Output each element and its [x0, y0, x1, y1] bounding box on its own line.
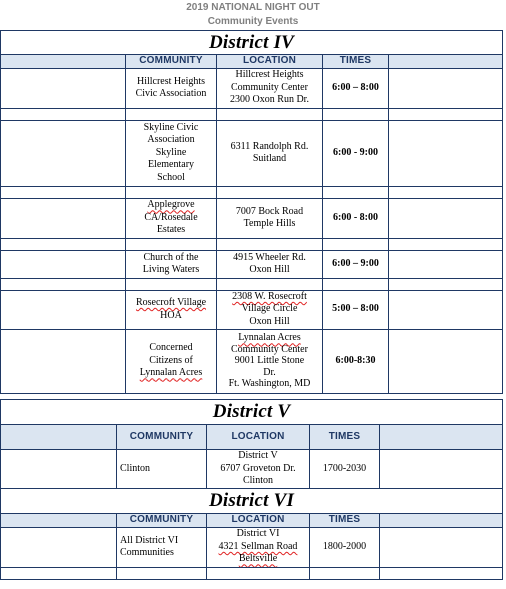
text-line: Lynnalan Acres: [238, 332, 301, 344]
time-cell: 6:00 – 8:00: [323, 68, 389, 108]
column-header-times: TIMES: [310, 425, 380, 450]
community-cell: [126, 120, 217, 186]
text-line: Estates: [156, 224, 186, 236]
table-row: [1, 250, 503, 278]
text-line: Community Center: [231, 81, 308, 93]
text-line: 9001 Little Stone: [234, 355, 305, 367]
time-cell: 1800-2000: [310, 527, 380, 567]
location-cell: [217, 290, 323, 329]
table-row: [1, 68, 503, 108]
text-line: Hillcrest Heights: [235, 69, 304, 81]
column-header-community: COMMUNITY: [117, 514, 207, 528]
district-iv-table: [0, 30, 503, 394]
time-cell: 1700-2030: [310, 450, 380, 489]
time-cell: 6:00 - 9:00: [323, 120, 389, 186]
spacer-cell: [389, 120, 503, 186]
spacer-cell: [1, 527, 117, 567]
spacer-cell: [389, 198, 503, 238]
text-line: 2300 Oxon Run Dr.: [230, 94, 309, 106]
document-title: 2019 NATIONAL NIGHT OUT: [186, 2, 320, 13]
text-line: Association: [147, 134, 195, 146]
spacer-cell: [380, 425, 503, 450]
text-line: Community Center: [231, 343, 308, 355]
column-header-location: LOCATION: [207, 425, 310, 450]
location-cell: [217, 198, 323, 238]
location-cell: [217, 68, 323, 108]
spacer-row: [1, 186, 503, 198]
spacer-cell: [380, 514, 503, 528]
time-cell: 6:00-8:30: [323, 329, 389, 393]
time-cell: 6:00 – 9:00: [323, 250, 389, 278]
location-cell: [207, 450, 310, 489]
text-line: Citizens of: [149, 354, 193, 366]
spacer-cell: [1, 425, 117, 450]
spacer-cell: [1, 68, 126, 108]
spacer-cell: [380, 527, 503, 567]
text-line: 4321 Sellman Road: [218, 540, 298, 552]
document-subtitle: Community Events: [207, 16, 299, 27]
location-cell: [217, 329, 323, 393]
table-row: [1, 527, 503, 567]
text-line: Skyline: [155, 146, 187, 158]
text-line: Elementary: [147, 159, 195, 171]
text-line: Civic Association: [135, 88, 207, 99]
spacer-cell: [1, 290, 126, 329]
column-header-location: LOCATION: [217, 55, 323, 69]
table-row: [1, 290, 503, 329]
text-line: Suitland: [252, 153, 287, 164]
column-header-community: COMMUNITY: [117, 425, 207, 450]
spacer-cell: [1, 198, 126, 238]
community-cell: [126, 250, 217, 278]
text-line: Applegrove: [147, 199, 195, 211]
column-header-location: LOCATION: [207, 514, 310, 528]
text-line: Oxon Hill: [249, 315, 290, 327]
time-cell: 5:00 – 8:00: [323, 290, 389, 329]
text-line: Lynnalan Acres: [139, 367, 203, 379]
text-line: Church of the: [143, 251, 199, 263]
spacer-cell: [1, 120, 126, 186]
text-line: Rosecroft Village: [135, 297, 207, 308]
district-title: District VI: [1, 489, 503, 514]
spacer-cell: [1, 514, 117, 528]
text-line: Oxon Hill: [249, 264, 290, 275]
spacer-row: [1, 108, 503, 120]
location-cell: [207, 527, 310, 567]
community-cell: [126, 329, 217, 393]
text-line: All District VI: [120, 534, 179, 546]
spacer-cell: [389, 68, 503, 108]
text-line: 4915 Wheeler Rd.: [233, 251, 306, 263]
spacer-cell: [1, 329, 126, 393]
spacer-row: [1, 567, 503, 579]
table-row: [1, 329, 503, 393]
district-v-table: [0, 399, 503, 489]
column-header-community: COMMUNITY: [126, 55, 217, 69]
text-line: Living Waters: [142, 264, 200, 275]
table-row: [1, 198, 503, 238]
text-line: Hillcrest Heights: [136, 75, 206, 87]
district-vi-table: [0, 488, 503, 580]
community-cell: [117, 450, 207, 489]
time-cell: 6:00 - 8:00: [323, 198, 389, 238]
text-line: Skyline Civic: [143, 121, 199, 133]
spacer-cell: [389, 329, 503, 393]
text-line: CA/Rosedale: [144, 211, 198, 223]
community-cell: [126, 68, 217, 108]
text-line: Temple Hills: [243, 218, 296, 229]
community-cell: [117, 527, 207, 567]
location-cell: [217, 250, 323, 278]
spacer-cell: [1, 55, 126, 69]
text-line: Beltsville: [238, 553, 278, 565]
district-title: District IV: [1, 31, 503, 55]
text-line: District V: [238, 450, 278, 462]
community-cell: [126, 198, 217, 238]
text-line: Clinton: [120, 462, 151, 474]
text-line: District VI: [236, 528, 280, 540]
text-line: Clinton: [242, 475, 273, 487]
spacer-cell: [380, 450, 503, 489]
text-line: 7007 Bock Road: [235, 205, 304, 217]
district-title: District V: [1, 400, 503, 425]
text-line: Ft. Washington, MD: [228, 378, 311, 390]
table-row: [1, 450, 503, 489]
spacer-cell: [389, 250, 503, 278]
text-line: 2308 W. Rosecroft: [232, 290, 307, 302]
text-line: Dr.: [263, 366, 276, 378]
location-cell: [217, 120, 323, 186]
community-cell: [126, 290, 217, 329]
text-line: School: [157, 171, 185, 183]
text-line: 6311 Randolph Rd.: [230, 140, 309, 152]
column-header-times: TIMES: [310, 514, 380, 528]
spacer-row: [1, 238, 503, 250]
spacer-cell: [1, 450, 117, 489]
text-line: Communities: [120, 547, 174, 558]
spacer-row: [1, 278, 503, 290]
spacer-cell: [389, 290, 503, 329]
column-header-times: TIMES: [323, 55, 389, 69]
spacer-cell: [1, 250, 126, 278]
table-row: [1, 120, 503, 186]
text-line: 6707 Groveton Dr.: [220, 462, 296, 474]
text-line: HOA: [160, 309, 182, 321]
text-line: Concerned: [149, 342, 193, 354]
spacer-cell: [389, 55, 503, 69]
text-line: Village Circle: [241, 303, 298, 315]
